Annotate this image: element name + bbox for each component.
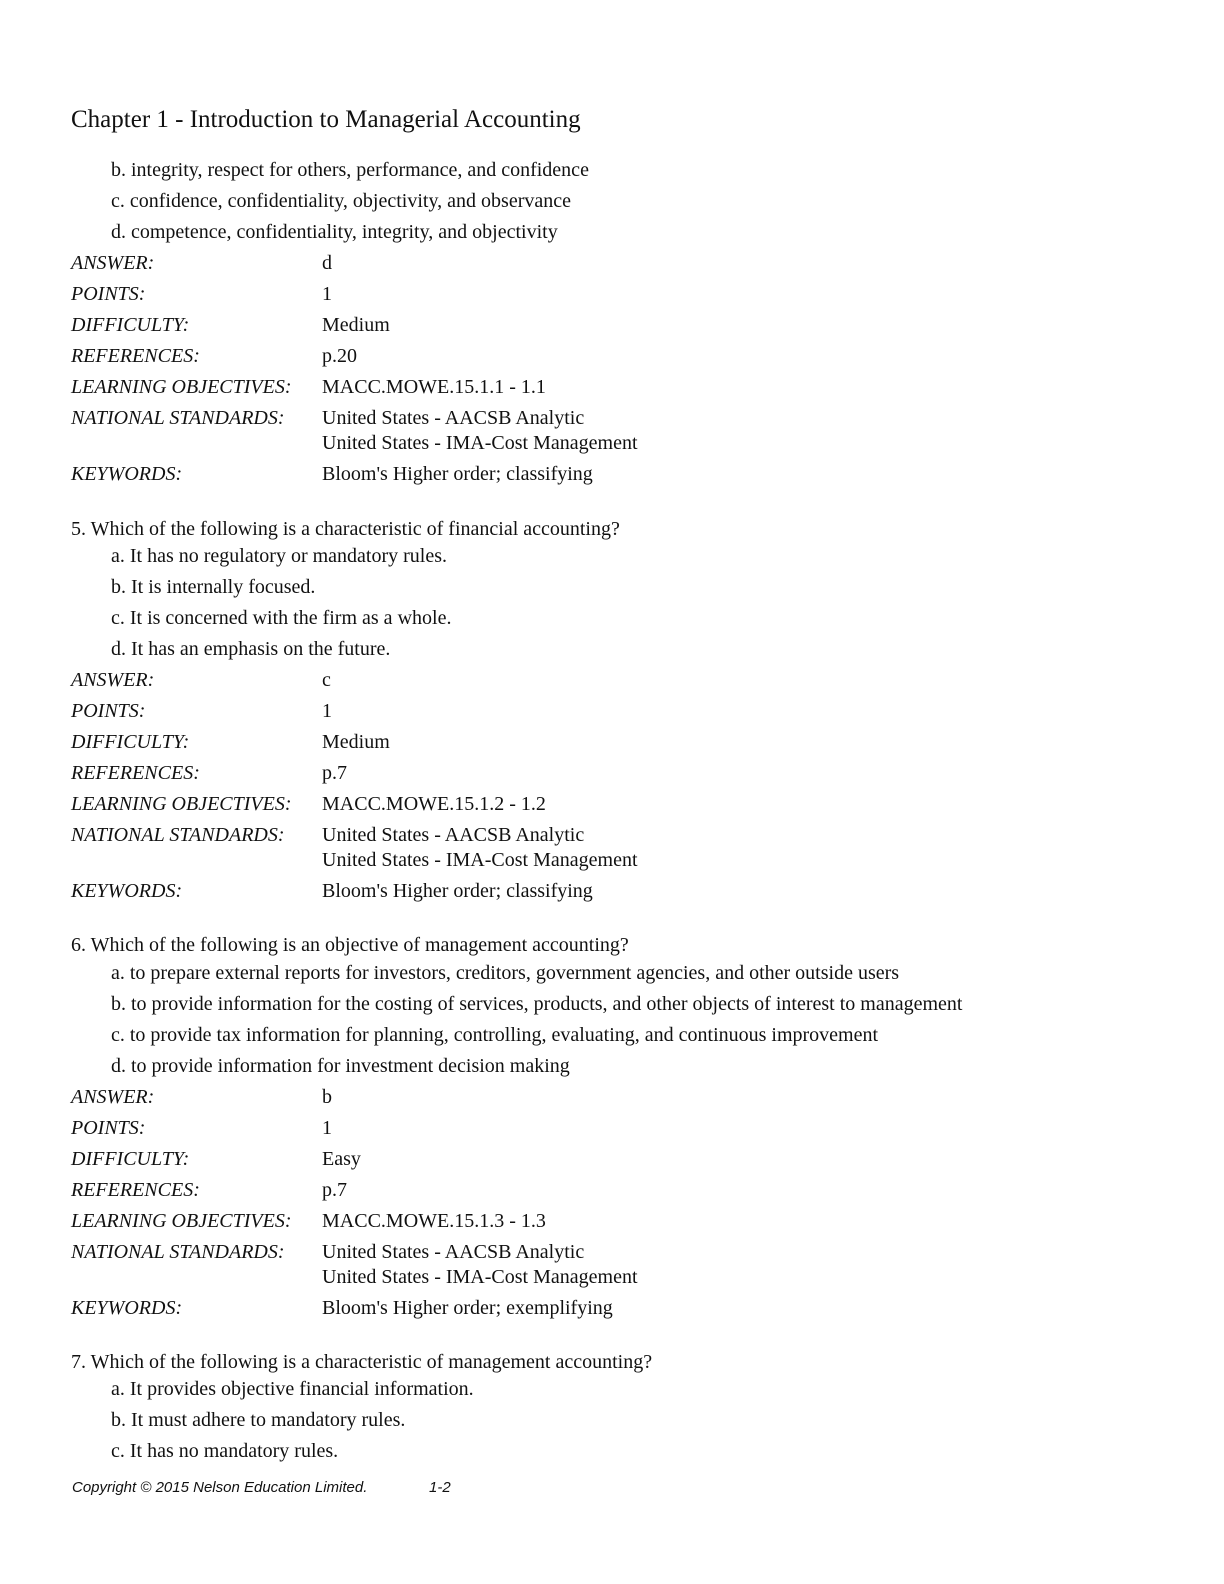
national-standards-value-2: United States - IMA-Cost Management [322,432,638,454]
answer-label: ANSWER: [71,252,155,274]
points-value: 1 [322,700,332,722]
points-label: POINTS: [71,1117,146,1139]
national-standards-label: NATIONAL STANDARDS: [71,407,285,429]
keywords-label: KEYWORDS: [71,880,183,902]
keywords-label: KEYWORDS: [71,463,183,485]
question-6-stem: 6. Which of the following is an objective of management accounting? [71,934,629,956]
option-q4-c: c. confidence, confidentiality, objectivity, and observance [111,190,571,212]
option-q5-c: c. It is concerned with the firm as a whole. [111,607,452,629]
national-standards-label: NATIONAL STANDARDS: [71,824,285,846]
option-q7-c: c. It has no mandatory rules. [111,1440,339,1462]
national-standards-value-1: United States - AACSB Analytic [322,824,585,846]
references-label: REFERENCES: [71,762,200,784]
references-value: p.7 [322,762,347,784]
option-q4-d: d. competence, confidentiality, integrity, and objectivity [111,221,558,243]
answer-value: c [322,669,331,691]
page-footer [72,1479,451,1496]
keywords-value: Bloom's Higher order; classifying [322,880,593,902]
option-q5-a: a. It has no regulatory or mandatory rules. [111,545,448,567]
learning-objectives-value: MACC.MOWE.15.1.1 - 1.1 [322,376,546,398]
difficulty-value: Medium [322,314,390,336]
difficulty-label: DIFFICULTY: [71,314,190,336]
option-q6-c: c. to provide tax information for planning, controlling, evaluating, and continuous improvement [111,1024,879,1046]
option-q6-b: b. to provide information for the costing of services, products, and other objects of interest to management [111,993,963,1015]
keywords-label: KEYWORDS: [71,1297,183,1319]
question-5-stem: 5. Which of the following is a characteristic of financial accounting? [71,518,620,540]
references-label: REFERENCES: [71,345,200,367]
learning-objectives-label: LEARNING OBJECTIVES: [71,1210,292,1232]
difficulty-label: DIFFICULTY: [71,731,190,753]
option-q7-a: a. It provides objective financial information. [111,1378,474,1400]
answer-value: b [322,1086,332,1108]
option-q4-b: b. integrity, respect for others, performance, and confidence [111,159,589,181]
learning-objectives-value: MACC.MOWE.15.1.3 - 1.3 [322,1210,546,1232]
answer-label: ANSWER: [71,1086,155,1108]
points-label: POINTS: [71,283,146,305]
national-standards-value-1: United States - AACSB Analytic [322,1241,585,1263]
points-value: 1 [322,283,332,305]
difficulty-label: DIFFICULTY: [71,1148,190,1170]
copyright-text: Copyright © 2015 Nelson Education Limited. [72,1479,368,1496]
answer-label: ANSWER: [71,669,155,691]
national-standards-value-1: United States - AACSB Analytic [322,407,585,429]
learning-objectives-label: LEARNING OBJECTIVES: [71,793,292,815]
learning-objectives-label: LEARNING OBJECTIVES: [71,376,292,398]
answer-value: d [322,252,332,274]
references-label: REFERENCES: [71,1179,200,1201]
option-q7-b: b. It must adhere to mandatory rules. [111,1409,406,1431]
option-q6-a: a. to prepare external reports for investors, creditors, government agencies, and other outside users [111,962,900,984]
page-number: 1-2 [429,1479,451,1496]
points-label: POINTS: [71,700,146,722]
keywords-value: Bloom's Higher order; classifying [322,463,593,485]
option-q6-d: d. to provide information for investment decision making [111,1055,570,1077]
page-title: Chapter 1 - Introduction to Managerial Accounting [71,106,581,133]
difficulty-value: Easy [322,1148,361,1170]
references-value: p.20 [322,345,357,367]
national-standards-label: NATIONAL STANDARDS: [71,1241,285,1263]
national-standards-value-2: United States - IMA-Cost Management [322,849,638,871]
difficulty-value: Medium [322,731,390,753]
option-q5-d: d. It has an emphasis on the future. [111,638,391,660]
references-value: p.7 [322,1179,347,1201]
points-value: 1 [322,1117,332,1139]
option-q5-b: b. It is internally focused. [111,576,316,598]
question-7-stem: 7. Which of the following is a characteristic of management accounting? [71,1351,653,1373]
national-standards-value-2: United States - IMA-Cost Management [322,1266,638,1288]
learning-objectives-value: MACC.MOWE.15.1.2 - 1.2 [322,793,546,815]
keywords-value: Bloom's Higher order; exemplifying [322,1297,613,1319]
